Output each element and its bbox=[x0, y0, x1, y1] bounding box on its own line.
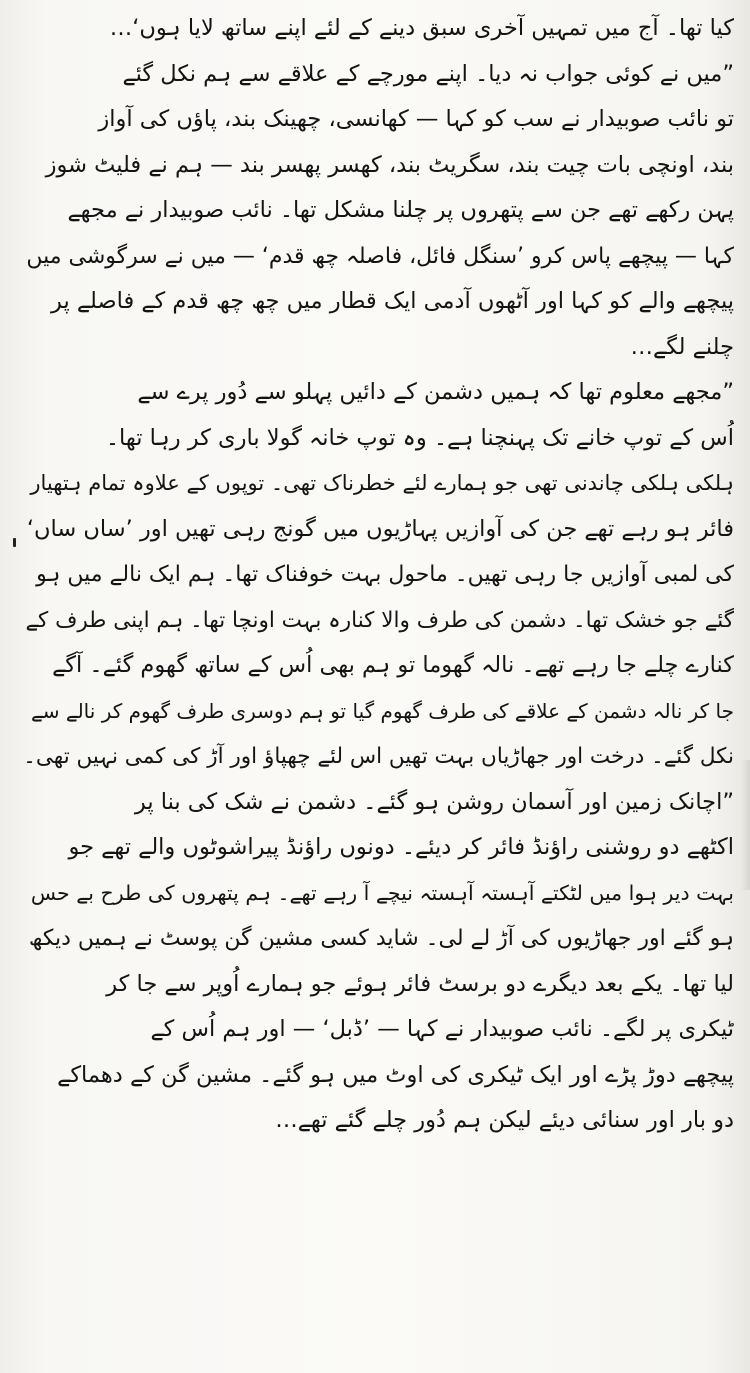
text-line-8: چلنے لگے… bbox=[630, 333, 734, 360]
text-line-25: دو بار اور سنائی دیئے لیکن ہم دُور چلے گئے تھے… bbox=[275, 1107, 734, 1133]
text-line-14: گئے جو خشک تھا۔ دشمن کی طرف والا کنارہ بہت اونچا تھا۔ ہم اپنی طرف کے bbox=[25, 607, 734, 633]
urdu-text-body bbox=[22, 6, 734, 1144]
text-line-23: ٹیکری پر لگے۔ نائب صوبیدار نے کہا — ’ڈبل‘ — اور ہم اُس کے bbox=[150, 1016, 734, 1042]
text-line-13: کی لمبی آوازیں جا رہی تھیں۔ ماحول بہت خوفناک تھا۔ ہم ایک نالے میں ہو bbox=[36, 562, 734, 587]
text-line-15: کنارے چلے جا رہے تھے۔ نالہ گھوما تو ہم بھی اُس کے ساتھ گھوم گئے۔ آگے bbox=[52, 652, 734, 678]
text-line-6: کہا — پیچھے پاس کرو ’سنگل فائل، فاصلہ چھ قدم‘ — میں نے سرگوشی میں bbox=[26, 243, 734, 269]
text-line-17: نکل گئے۔ درخت اور جھاڑیاں بہت تھیں اس لئے چھپاؤ اور آڑ کی کمی نہیں تھی۔ bbox=[23, 744, 734, 769]
text-line-3: تو نائب صوبیدار نے سب کو کہا — کھانسی، چھینک بند، پاؤں کی آواز bbox=[98, 106, 734, 132]
text-line-19: اکٹھے دو روشنی راؤنڈ فائر کر دیئے۔ دونوں راؤنڈ پیراشوٹوں والے تھے جو bbox=[68, 834, 734, 860]
text-line-5: پہن رکھے تھے جن سے پتھروں پر چلنا مشکل تھا۔ نائب صوبیدار نے مجھے bbox=[67, 197, 734, 223]
page-edge-shadow bbox=[740, 760, 750, 890]
text-line-11: ہلکی ہلکی چاندنی تھی جو ہمارے لئے خطرناک تھی۔ توپوں کے علاوہ تمام ہتھیار bbox=[30, 471, 734, 495]
scan-speck-mark bbox=[13, 538, 16, 547]
text-line-9: ”مجھے معلوم تھا کہ ہمیں دشمن کے دائیں پہلو سے دُور پرے سے bbox=[137, 379, 734, 405]
text-line-12: فائر ہو رہے تھے جن کی آوازیں پہاڑیوں میں گونج رہی تھیں اور ’ساں ساں‘ bbox=[26, 515, 734, 542]
text-line-10: اُس کے توپ خانے تک پہنچنا ہے۔ وہ توپ خانہ گولا باری کر رہا تھا۔ bbox=[105, 424, 734, 451]
text-line-7: پیچھے والے کو کہا اور آٹھوں آدمی ایک قطار میں چھ چھ قدم کے فاصلے پر bbox=[51, 288, 734, 314]
text-line-16: جا کر نالہ دشمن کے علاقے کی طرف گھوم گیا تو ہم دوسری طرف گھوم کر نالے سے bbox=[31, 698, 734, 723]
text-line-24: پیچھے دوڑ پڑے اور ایک ٹیکری کی اوٹ میں ہو گئے۔ مشین گن کے دھماکے bbox=[57, 1061, 734, 1088]
text-line-18: ”اچانک زمین اور آسمان روشن ہو گئے۔ دشمن نے شک کی بنا پر bbox=[134, 788, 734, 815]
text-line-22: لیا تھا۔ یکے بعد دیگرے دو برسٹ فائر ہوئے جو ہمارے اُوپر سے جا کر bbox=[106, 970, 734, 997]
text-line-4: بند، اونچی بات چیت بند، سگریٹ بند، کھسر پھسر بند — ہم نے فلیٹ شوز bbox=[45, 151, 734, 178]
text-line-2: ”میں نے کوئی جواب نہ دیا۔ اپنے مورچے کے علاقے سے ہم نکل گئے bbox=[122, 60, 734, 87]
text-line-21: ہو گئے اور جھاڑیوں کی آڑ لے لی۔ شاید کسی مشین گن پوسٹ نے ہمیں دیکھ bbox=[28, 926, 734, 951]
text-line-1: کیا تھا۔ آج میں تمہیں آخری سبق دینے کے لئے اپنے ساتھ لایا ہوں‘… bbox=[109, 15, 734, 41]
text-line-20: بہت دیر ہوا میں لٹکتے آہستہ آہستہ نیچے آ رہے تھے۔ ہم پتھروں کی طرح بے حس bbox=[30, 880, 734, 905]
